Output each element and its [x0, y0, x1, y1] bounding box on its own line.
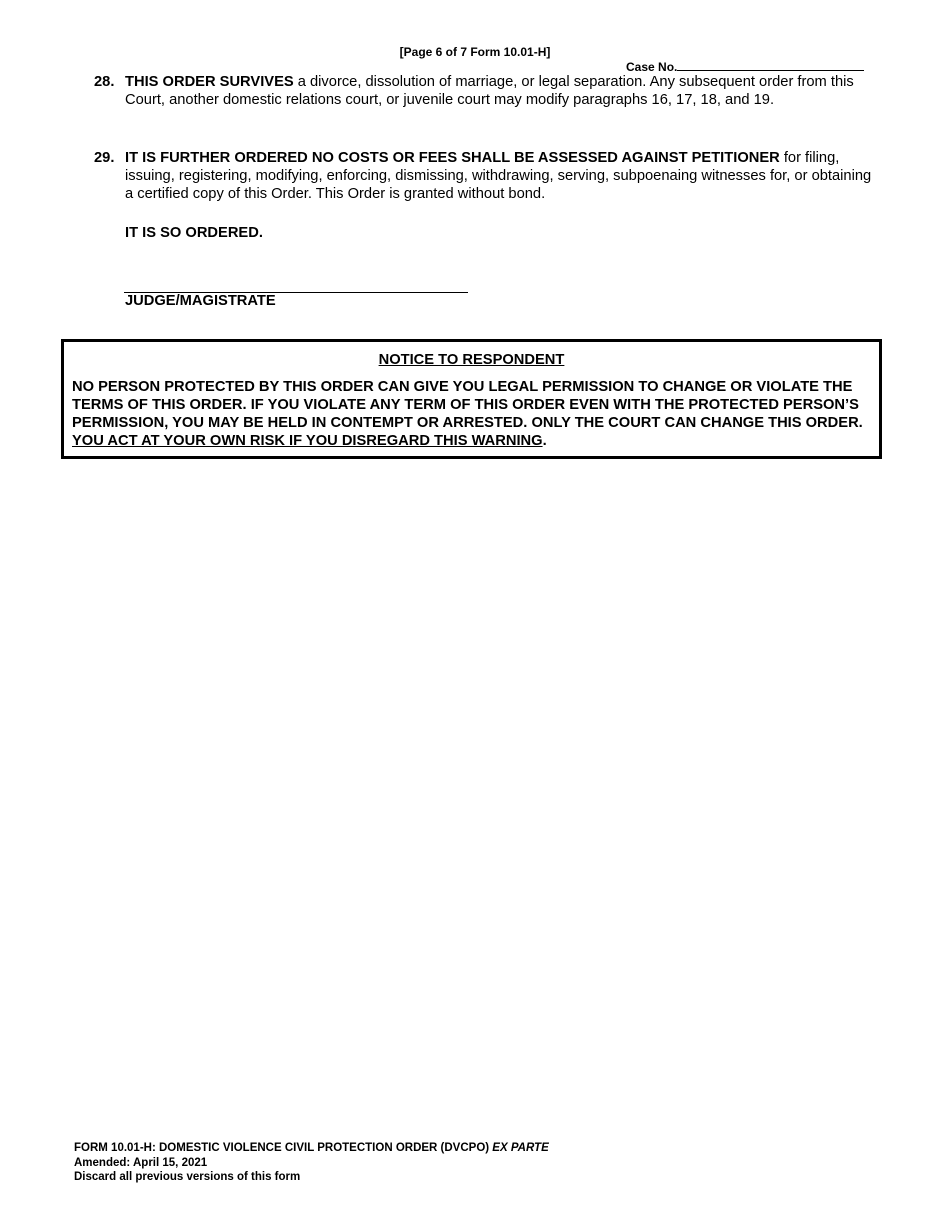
- page-label: [Page 6 of 7 Form 10.01-H]: [399, 45, 551, 59]
- notice-warning: YOU ACT AT YOUR OWN RISK IF YOU DISREGARD THIS WARNING: [72, 433, 543, 449]
- case-number-label: Case No.: [626, 60, 678, 74]
- footer-amended: Amended: April 15, 2021: [74, 1156, 208, 1169]
- paragraph-text: a divorce, dissolution of marriage, or legal separation. Any subsequent order from this Court, another domestic relations court, or juvenile court may modify paragraphs 16, 17, 18, and 19.: [125, 74, 854, 108]
- footer-discard: Discard all previous versions of this form: [74, 1171, 301, 1183]
- footer-form-title: [74, 1141, 549, 1156]
- paragraph-29: [94, 149, 874, 203]
- notice-body-text: NO PERSON PROTECTED BY THIS ORDER CAN GIVE YOU LEGAL PERMISSION TO CHANGE OR VIOLATE THE TERMS OF THIS ORDER. IF YOU VIOLATE ANY TERM OF THIS ORDER EVEN WITH THE PROTECTED PERSON’S PERMISSION, YOU MAY BE HELD IN CONTEMPT OR ARRESTED. ONLY THE COURT CAN CHANGE THIS ORDER.: [72, 379, 863, 431]
- paragraph-body: [125, 73, 874, 109]
- paragraph-text: for filing, issuing, registering, modifying, enforcing, dismissing, withdrawing, serving, subpoenaing witnesses for, or obtaining a certified copy of this Order. This Order is granted without bond.: [125, 150, 872, 202]
- so-ordered-statement: IT IS SO ORDERED.: [125, 225, 263, 241]
- paragraph-number: 28.: [94, 74, 115, 90]
- paragraph-lead: IT IS FURTHER ORDERED NO COSTS OR FEES SHALL BE ASSESSED AGAINST PETITIONER: [125, 150, 780, 166]
- paragraph-28: [94, 73, 874, 109]
- case-number-field: [626, 59, 864, 74]
- paragraph-lead: THIS ORDER SURVIVES: [125, 74, 294, 90]
- form-footer: [74, 1141, 549, 1185]
- notice-box: [61, 339, 882, 459]
- paragraph-body: [125, 149, 874, 203]
- notice-title: NOTICE TO RESPONDENT: [378, 352, 565, 368]
- case-number-blank-line: [677, 59, 864, 71]
- signature-label: JUDGE/MAGISTRATE: [125, 293, 276, 309]
- footer-form-title-italic: EX PARTE: [492, 1142, 549, 1154]
- notice-body: [72, 378, 872, 450]
- paragraph-number: 29.: [94, 150, 115, 166]
- notice-end: .: [542, 433, 547, 449]
- footer-form-title-text: FORM 10.01-H: DOMESTIC VIOLENCE CIVIL PROTECTION ORDER (DVCPO): [74, 1142, 493, 1154]
